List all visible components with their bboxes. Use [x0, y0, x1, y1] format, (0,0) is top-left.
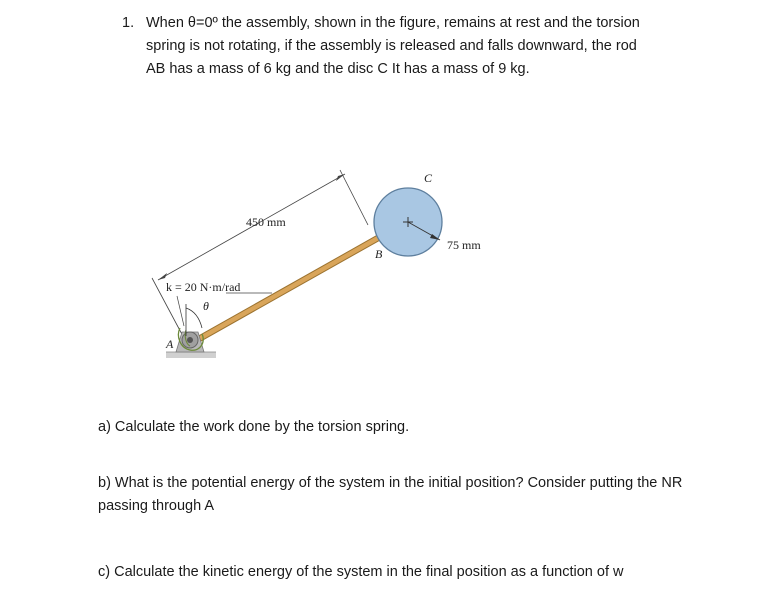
- radius-label: 75 mm: [447, 238, 481, 252]
- question-b: b) What is the potential energy of the system in the initial position? Consider putting the NR passing through A: [98, 475, 683, 514]
- label-b: B: [375, 247, 383, 261]
- problem-statement: [122, 12, 652, 81]
- question-a: a) Calculate the work done by the torsion spring.: [98, 419, 410, 435]
- label-a: A: [166, 337, 174, 351]
- ground: [166, 352, 216, 358]
- problem-text: When θ=0º the assembly, shown in the figure, remains at rest and the torsion spring is not rotating, if the assembly is released and falls downward, the rod AB has a mass of 6 kg and the disc C It has a mass of 9 kg.: [146, 15, 640, 77]
- question-c: c) Calculate the kinetic energy of the system in the final position as a function of w: [98, 564, 624, 580]
- spring-label-leader: [177, 296, 184, 326]
- problem-number: 1.: [122, 15, 135, 31]
- theta-arc: [186, 308, 202, 328]
- theta-label: θ: [203, 299, 209, 313]
- pin-center-a: [187, 337, 193, 343]
- dimension-extension-b: [340, 170, 368, 225]
- assembly-figure: [140, 160, 510, 380]
- spring-label: k = 20 N·m/rad: [166, 280, 241, 294]
- label-c: C: [424, 171, 433, 185]
- assembly-diagram: [140, 160, 510, 380]
- length-label: 450 mm: [246, 215, 286, 229]
- dimension-arrow-left: [158, 273, 167, 280]
